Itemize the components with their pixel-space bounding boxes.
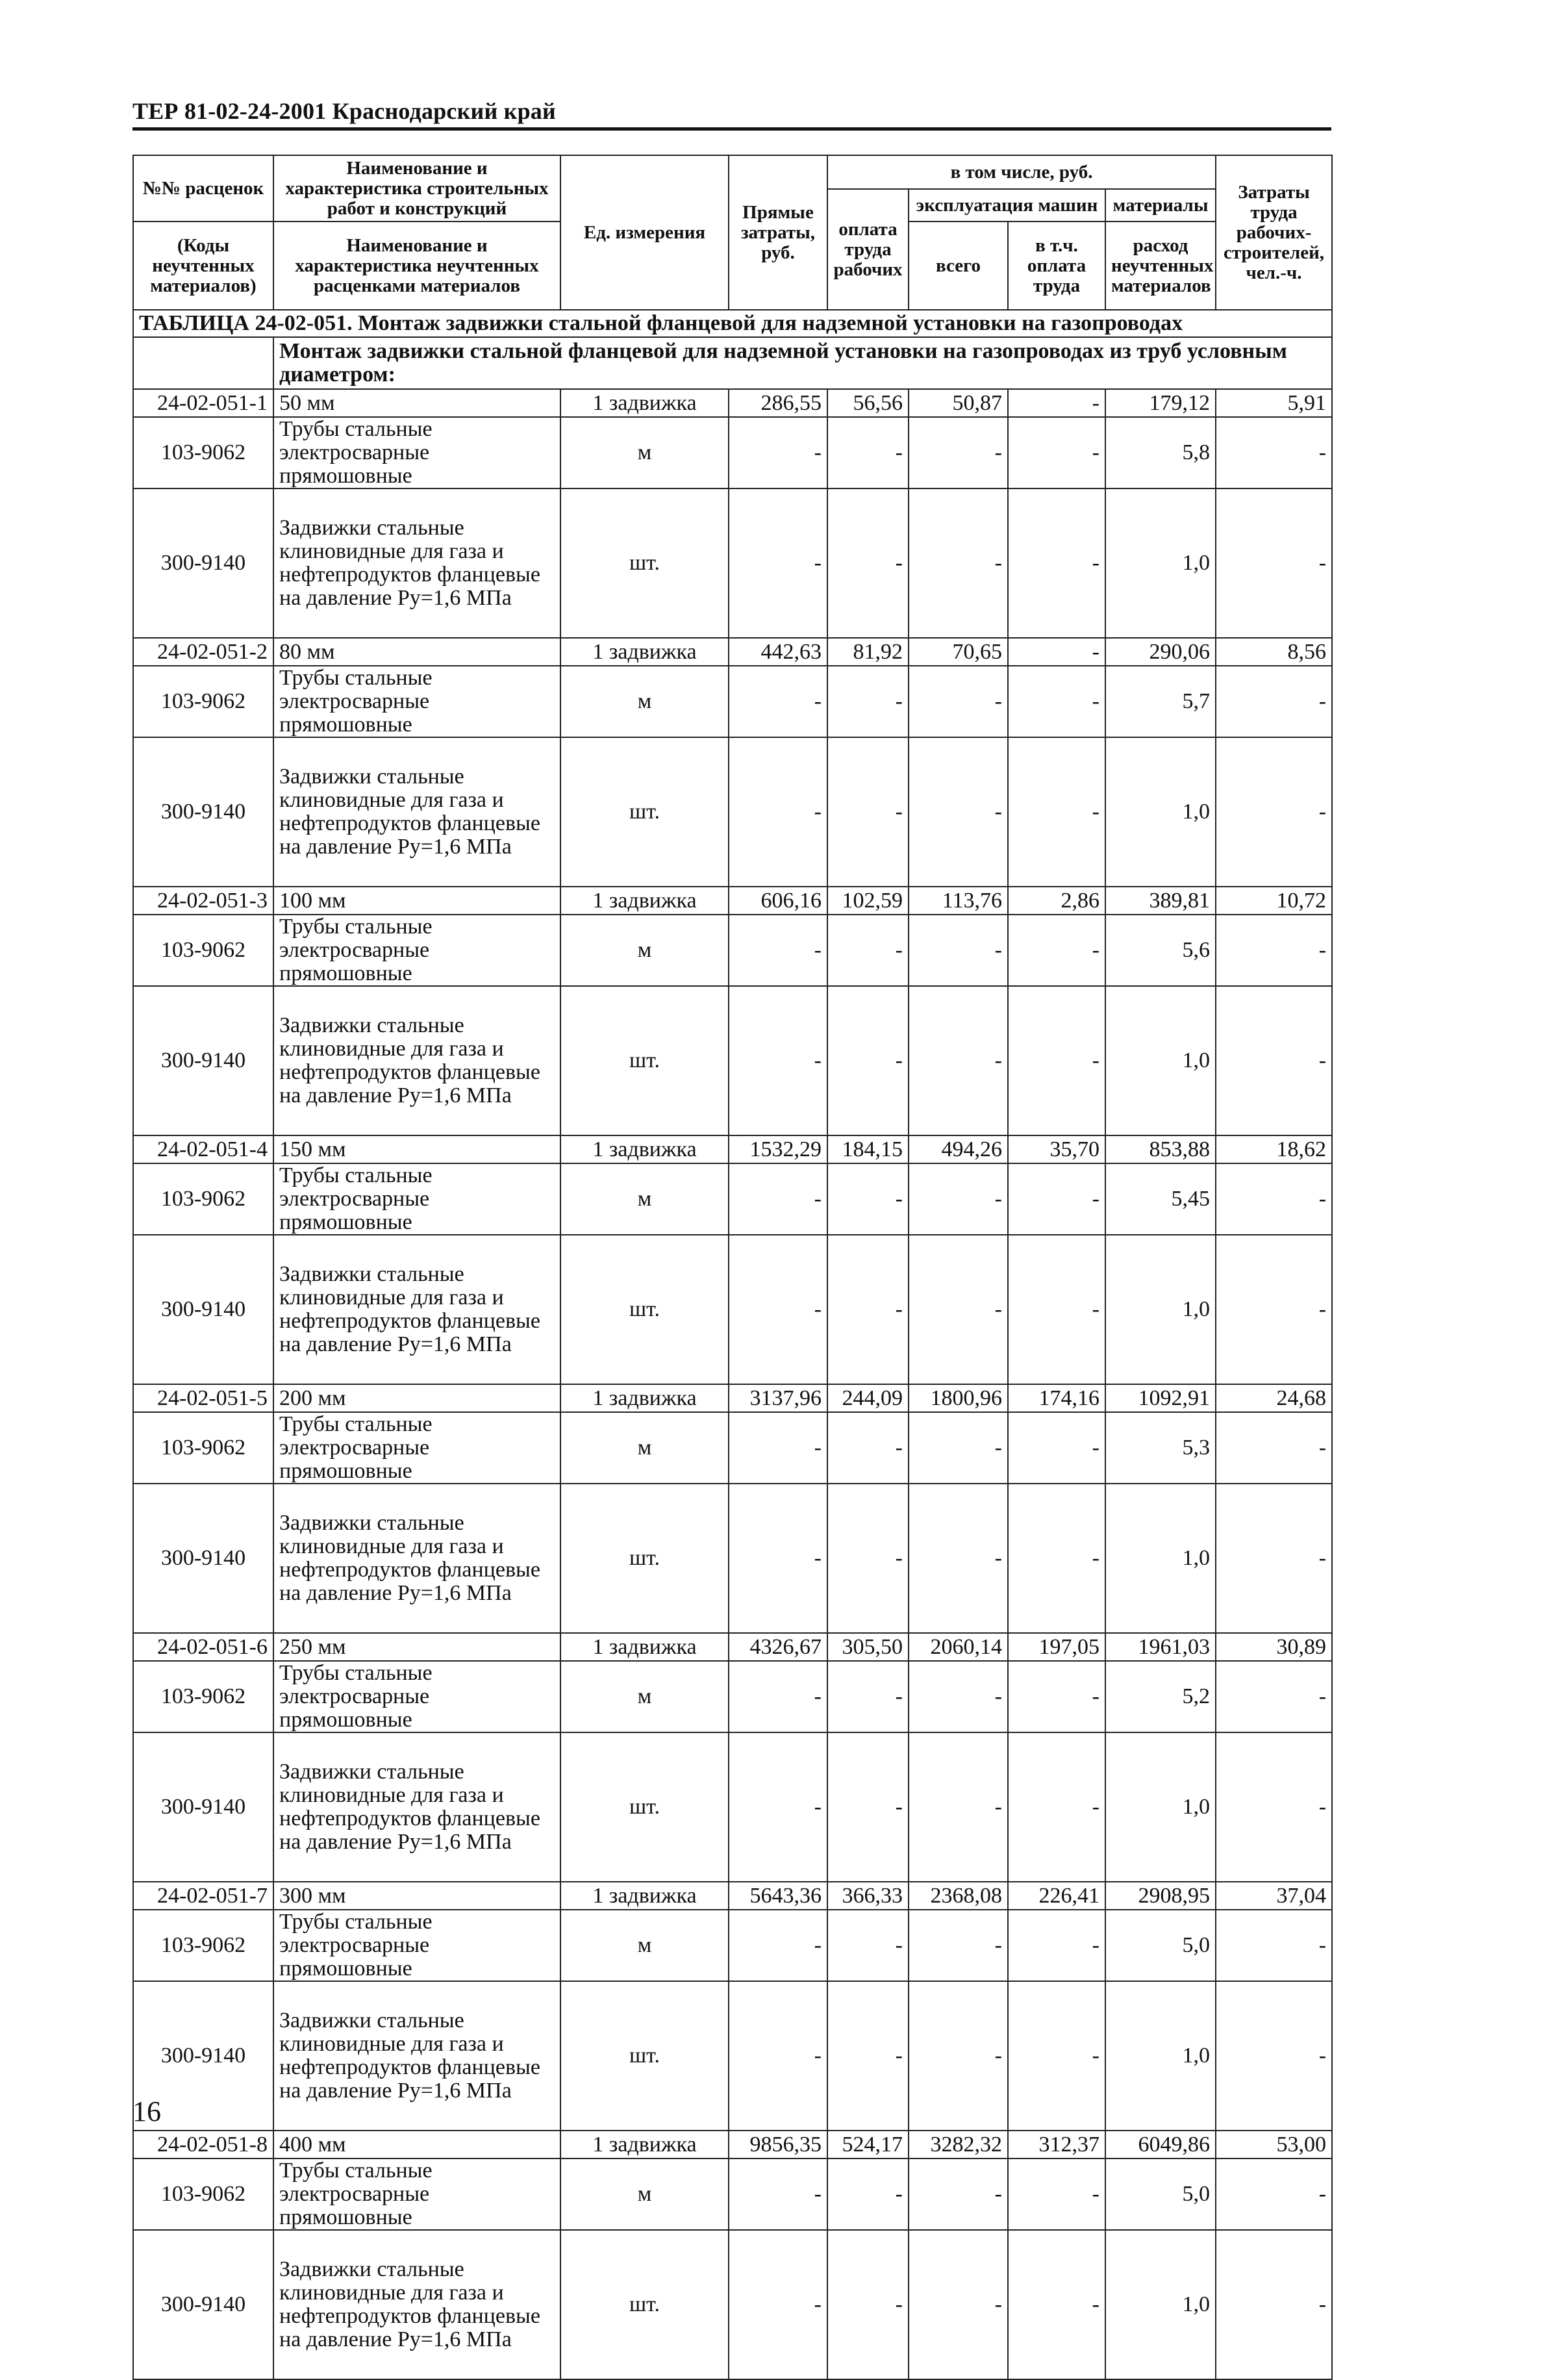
material-row-pipe [133,1661,1332,1732]
rate-unit: 1 задвижка [560,1633,729,1661]
table-row [133,638,1332,666]
rate-unit: 1 задвижка [560,389,729,417]
material-workers: - [1216,986,1332,1135]
rate-size: 100 мм [273,887,560,915]
material-unit: м [560,1661,729,1732]
material-workers: - [1216,1981,1332,2131]
material-machines: - [909,1235,1008,1384]
material-code: 103-9062 [133,1910,273,1981]
rate-machines-labor: 174,16 [1008,1384,1105,1412]
rate-workers: 24,68 [1216,1384,1332,1412]
rate-size: 150 мм [273,1135,560,1163]
material-machines: - [909,1163,1008,1235]
material-workers: - [1216,737,1332,887]
rate-code: 24-02-051-3 [133,887,273,915]
document-header: ТЕР 81-02-24-2001 Краснодарский край [132,98,556,124]
material-machines: - [909,1412,1008,1484]
section-title: Монтаж задвижки стальной фланцевой для надземной установки на газопроводах из труб условным диаметром: [273,337,1332,389]
col-name-top: Наименование и характеристика строительных работ и конструкций [273,155,560,222]
material-unit: м [560,915,729,986]
rate-direct: 4326,67 [729,1633,827,1661]
table-row [133,1135,1332,1163]
material-workers: - [1216,417,1332,488]
material-labor: - [827,488,909,638]
rate-unit: 1 задвижка [560,1135,729,1163]
rate-labor: 524,17 [827,2131,909,2158]
rate-direct: 5643,36 [729,1882,827,1910]
col-materials: материалы [1105,189,1216,222]
material-row-valve [133,2230,1332,2379]
material-direct: - [729,737,827,887]
material-machines: - [909,986,1008,1135]
material-labor: - [827,1661,909,1732]
material-labor: - [827,986,909,1135]
rate-size: 250 мм [273,1633,560,1661]
material-unit: шт. [560,737,729,887]
material-row-valve [133,488,1332,638]
material-code: 103-9062 [133,666,273,737]
col-code-top: №№ расценок [133,155,273,222]
rate-labor: 102,59 [827,887,909,915]
material-machines-labor: - [1008,915,1105,986]
col-workers: Затраты труда рабочих-строителей, чел.-ч. [1216,155,1332,310]
material-row-pipe [133,1910,1332,1981]
material-qty: 5,0 [1105,1910,1216,1981]
material-machines-labor: - [1008,1910,1105,1981]
rate-machines-labor: - [1008,638,1105,666]
material-unit: шт. [560,488,729,638]
material-qty: 5,8 [1105,417,1216,488]
material-qty: 5,6 [1105,915,1216,986]
material-row-pipe [133,417,1332,488]
rate-machines-labor: 312,37 [1008,2131,1105,2158]
rate-workers: 5,91 [1216,389,1332,417]
rate-code: 24-02-051-7 [133,1882,273,1910]
material-row-pipe [133,915,1332,986]
material-row-valve [133,1981,1332,2131]
material-row-valve [133,737,1332,887]
rate-machines: 2060,14 [909,1633,1008,1661]
material-unit: шт. [560,2230,729,2379]
material-qty: 5,3 [1105,1412,1216,1484]
rate-size: 400 мм [273,2131,560,2158]
material-machines-labor: - [1008,488,1105,638]
material-row-pipe [133,1412,1332,1484]
rate-materials: 6049,86 [1105,2131,1216,2158]
material-labor: - [827,1235,909,1384]
material-direct: - [729,915,827,986]
material-unit: шт. [560,1484,729,1633]
rate-unit: 1 задвижка [560,1882,729,1910]
section-title-empty [133,337,273,389]
material-unit: шт. [560,1235,729,1384]
col-labor: оплата труда рабочих [827,189,909,310]
material-code: 103-9062 [133,1163,273,1235]
rate-direct: 9856,35 [729,2131,827,2158]
material-qty: 5,2 [1105,1661,1216,1732]
rate-size: 200 мм [273,1384,560,1412]
material-machines: - [909,1910,1008,1981]
material-machines: - [909,2158,1008,2230]
rate-machines: 3282,32 [909,2131,1008,2158]
col-name-bottom: Наименование и характеристика неучтенных расценками материалов [273,222,560,310]
rate-size: 80 мм [273,638,560,666]
material-machines-labor: - [1008,1661,1105,1732]
rate-labor: 244,09 [827,1384,909,1412]
material-direct: - [729,1235,827,1384]
rate-materials: 853,88 [1105,1135,1216,1163]
material-unit: м [560,1412,729,1484]
material-workers: - [1216,2158,1332,2230]
table-row [133,2131,1332,2158]
material-unit: м [560,666,729,737]
table-row [133,887,1332,915]
table-title-row [133,310,1332,337]
material-name: Трубы стальные электросварные прямошовные [273,2158,560,2230]
rate-code: 24-02-051-4 [133,1135,273,1163]
material-machines: - [909,1981,1008,2131]
rate-direct: 286,55 [729,389,827,417]
table-row [133,389,1332,417]
material-direct: - [729,1981,827,2131]
material-direct: - [729,1484,827,1633]
material-name: Трубы стальные электросварные прямошовные [273,417,560,488]
table-row [133,1882,1332,1910]
material-unit: шт. [560,986,729,1135]
material-machines-labor: - [1008,1732,1105,1882]
material-direct: - [729,1412,827,1484]
rate-direct: 1532,29 [729,1135,827,1163]
material-name: Трубы стальные электросварные прямошовные [273,915,560,986]
material-machines: - [909,417,1008,488]
rate-machines: 2368,08 [909,1882,1008,1910]
material-machines: - [909,1732,1008,1882]
material-direct: - [729,417,827,488]
material-code: 103-9062 [133,1661,273,1732]
material-name: Трубы стальные электросварные прямошовные [273,1910,560,1981]
material-name: Задвижки стальные клиновидные для газа и нефтепродуктов фланцевые на давление Ру=1,6 МПа [273,1484,560,1633]
col-direct: Прямые затраты, руб. [729,155,827,310]
material-workers: - [1216,488,1332,638]
material-labor: - [827,417,909,488]
material-name: Трубы стальные электросварные прямошовные [273,1412,560,1484]
table-row [133,1633,1332,1661]
rate-workers: 10,72 [1216,887,1332,915]
material-machines: - [909,737,1008,887]
rate-machines: 113,76 [909,887,1008,915]
material-machines-labor: - [1008,1981,1105,2131]
rate-machines-labor: - [1008,389,1105,417]
col-incl: в том числе, руб. [827,155,1216,189]
rate-code: 24-02-051-6 [133,1633,273,1661]
rate-materials: 1961,03 [1105,1633,1216,1661]
material-labor: - [827,1910,909,1981]
material-workers: - [1216,1484,1332,1633]
page-number: 16 [132,2095,161,2127]
material-machines-labor: - [1008,986,1105,1135]
material-row-pipe [133,2158,1332,2230]
header-row-1 [133,155,1332,189]
material-labor: - [827,2230,909,2379]
rate-machines-labor: 2,86 [1008,887,1105,915]
material-name: Задвижки стальные клиновидные для газа и нефтепродуктов фланцевые на давление Ру=1,6 МПа [273,2230,560,2379]
material-direct: - [729,1910,827,1981]
rate-direct: 606,16 [729,887,827,915]
rate-workers: 18,62 [1216,1135,1332,1163]
material-workers: - [1216,2230,1332,2379]
rate-labor: 184,15 [827,1135,909,1163]
material-qty: 1,0 [1105,986,1216,1135]
rate-machines-labor: 35,70 [1008,1135,1105,1163]
rate-labor: 81,92 [827,638,909,666]
material-labor: - [827,1484,909,1633]
col-unit: Ед. измерения [560,155,729,310]
material-machines-labor: - [1008,1235,1105,1384]
rate-size: 50 мм [273,389,560,417]
material-qty: 1,0 [1105,1235,1216,1384]
header-rule [132,127,1331,131]
material-direct: - [729,2158,827,2230]
rate-materials: 389,81 [1105,887,1216,915]
col-machines-total: всего [909,222,1008,310]
rate-materials: 1092,91 [1105,1384,1216,1412]
material-labor: - [827,666,909,737]
material-machines: - [909,488,1008,638]
material-name: Трубы стальные электросварные прямошовные [273,666,560,737]
material-name: Задвижки стальные клиновидные для газа и нефтепродуктов фланцевые на давление Ру=1,6 МПа [273,1981,560,2131]
material-labor: - [827,1163,909,1235]
material-row-valve [133,1235,1332,1384]
material-labor: - [827,1412,909,1484]
material-unit: м [560,417,729,488]
material-direct: - [729,2230,827,2379]
rate-code: 24-02-051-1 [133,389,273,417]
section-title-row [133,337,1332,389]
material-direct: - [729,1163,827,1235]
rate-unit: 1 задвижка [560,887,729,915]
material-code: 103-9062 [133,1412,273,1484]
material-name: Задвижки стальные клиновидные для газа и нефтепродуктов фланцевые на давление Ру=1,6 МПа [273,737,560,887]
rate-labor: 56,56 [827,389,909,417]
rate-direct: 442,63 [729,638,827,666]
material-workers: - [1216,666,1332,737]
norms-table [132,155,1333,2380]
material-code: 300-9140 [133,1484,273,1633]
material-qty: 1,0 [1105,1484,1216,1633]
material-workers: - [1216,1235,1332,1384]
material-workers: - [1216,1163,1332,1235]
material-direct: - [729,1661,827,1732]
rate-machines: 494,26 [909,1135,1008,1163]
material-code: 103-9062 [133,2158,273,2230]
rate-workers: 37,04 [1216,1882,1332,1910]
material-machines-labor: - [1008,1412,1105,1484]
material-row-pipe [133,666,1332,737]
material-machines-labor: - [1008,737,1105,887]
rate-labor: 305,50 [827,1633,909,1661]
material-row-valve [133,1484,1332,1633]
material-qty: 5,45 [1105,1163,1216,1235]
material-workers: - [1216,1412,1332,1484]
material-direct: - [729,986,827,1135]
rate-code: 24-02-051-8 [133,2131,273,2158]
material-code: 300-9140 [133,986,273,1135]
material-unit: шт. [560,1732,729,1882]
material-unit: м [560,1910,729,1981]
material-name: Задвижки стальные клиновидные для газа и нефтепродуктов фланцевые на давление Ру=1,6 МПа [273,488,560,638]
material-code: 300-9140 [133,488,273,638]
material-labor: - [827,915,909,986]
rate-code: 24-02-051-5 [133,1384,273,1412]
col-machines: эксплуатация машин [909,189,1105,222]
material-qty: 1,0 [1105,2230,1216,2379]
col-code-bottom: (Коды неучтенных материалов) [133,222,273,310]
rate-unit: 1 задвижка [560,2131,729,2158]
rate-machines-labor: 226,41 [1008,1882,1105,1910]
material-workers: - [1216,1661,1332,1732]
rate-workers: 8,56 [1216,638,1332,666]
rate-workers: 30,89 [1216,1633,1332,1661]
col-materials-unaccounted: расход неучтенных материалов [1105,222,1216,310]
material-qty: 1,0 [1105,1732,1216,1882]
rate-materials: 290,06 [1105,638,1216,666]
rate-machines: 50,87 [909,389,1008,417]
material-machines-labor: - [1008,666,1105,737]
material-machines: - [909,1661,1008,1732]
material-machines-labor: - [1008,417,1105,488]
material-direct: - [729,666,827,737]
material-labor: - [827,1981,909,2131]
material-unit: м [560,1163,729,1235]
rate-code: 24-02-051-2 [133,638,273,666]
material-qty: 1,0 [1105,1981,1216,2131]
material-unit: шт. [560,1981,729,2131]
material-machines: - [909,2230,1008,2379]
material-machines-labor: - [1008,1163,1105,1235]
material-direct: - [729,488,827,638]
table-title: ТАБЛИЦА 24-02-051. Монтаж задвижки стальной фланцевой для надземной установки на газопроводах [133,310,1332,337]
rate-unit: 1 задвижка [560,638,729,666]
material-row-pipe [133,1163,1332,1235]
rate-machines: 1800,96 [909,1384,1008,1412]
material-labor: - [827,1732,909,1882]
material-workers: - [1216,1910,1332,1981]
rate-machines-labor: 197,05 [1008,1633,1105,1661]
material-machines-labor: - [1008,2158,1105,2230]
material-machines-labor: - [1008,1484,1105,1633]
material-unit: м [560,2158,729,2230]
material-machines: - [909,666,1008,737]
material-name: Задвижки стальные клиновидные для газа и нефтепродуктов фланцевые на давление Ру=1,6 МПа [273,986,560,1135]
rate-direct: 3137,96 [729,1384,827,1412]
material-code: 300-9140 [133,1981,273,2131]
col-machines-labor: в т.ч. оплата труда [1008,222,1105,310]
material-qty: 5,7 [1105,666,1216,737]
material-qty: 1,0 [1105,488,1216,638]
material-code: 103-9062 [133,915,273,986]
material-qty: 5,0 [1105,2158,1216,2230]
material-machines: - [909,915,1008,986]
material-row-valve [133,986,1332,1135]
rate-workers: 53,00 [1216,2131,1332,2158]
rate-labor: 366,33 [827,1882,909,1910]
material-code: 300-9140 [133,737,273,887]
material-machines-labor: - [1008,2230,1105,2379]
material-machines: - [909,1484,1008,1633]
material-name: Задвижки стальные клиновидные для газа и нефтепродуктов фланцевые на давление Ру=1,6 МПа [273,1732,560,1882]
material-labor: - [827,737,909,887]
material-qty: 1,0 [1105,737,1216,887]
material-labor: - [827,2158,909,2230]
material-code: 300-9140 [133,2230,273,2379]
material-direct: - [729,1732,827,1882]
material-name: Трубы стальные электросварные прямошовные [273,1163,560,1235]
material-code: 300-9140 [133,1235,273,1384]
rate-materials: 179,12 [1105,389,1216,417]
material-workers: - [1216,915,1332,986]
rate-unit: 1 задвижка [560,1384,729,1412]
material-row-valve [133,1732,1332,1882]
material-workers: - [1216,1732,1332,1882]
material-code: 103-9062 [133,417,273,488]
material-name: Задвижки стальные клиновидные для газа и нефтепродуктов фланцевые на давление Ру=1,6 МПа [273,1235,560,1384]
rate-materials: 2908,95 [1105,1882,1216,1910]
material-code: 300-9140 [133,1732,273,1882]
rate-size: 300 мм [273,1882,560,1910]
table-row [133,1384,1332,1412]
rate-machines: 70,65 [909,638,1008,666]
material-name: Трубы стальные электросварные прямошовные [273,1661,560,1732]
